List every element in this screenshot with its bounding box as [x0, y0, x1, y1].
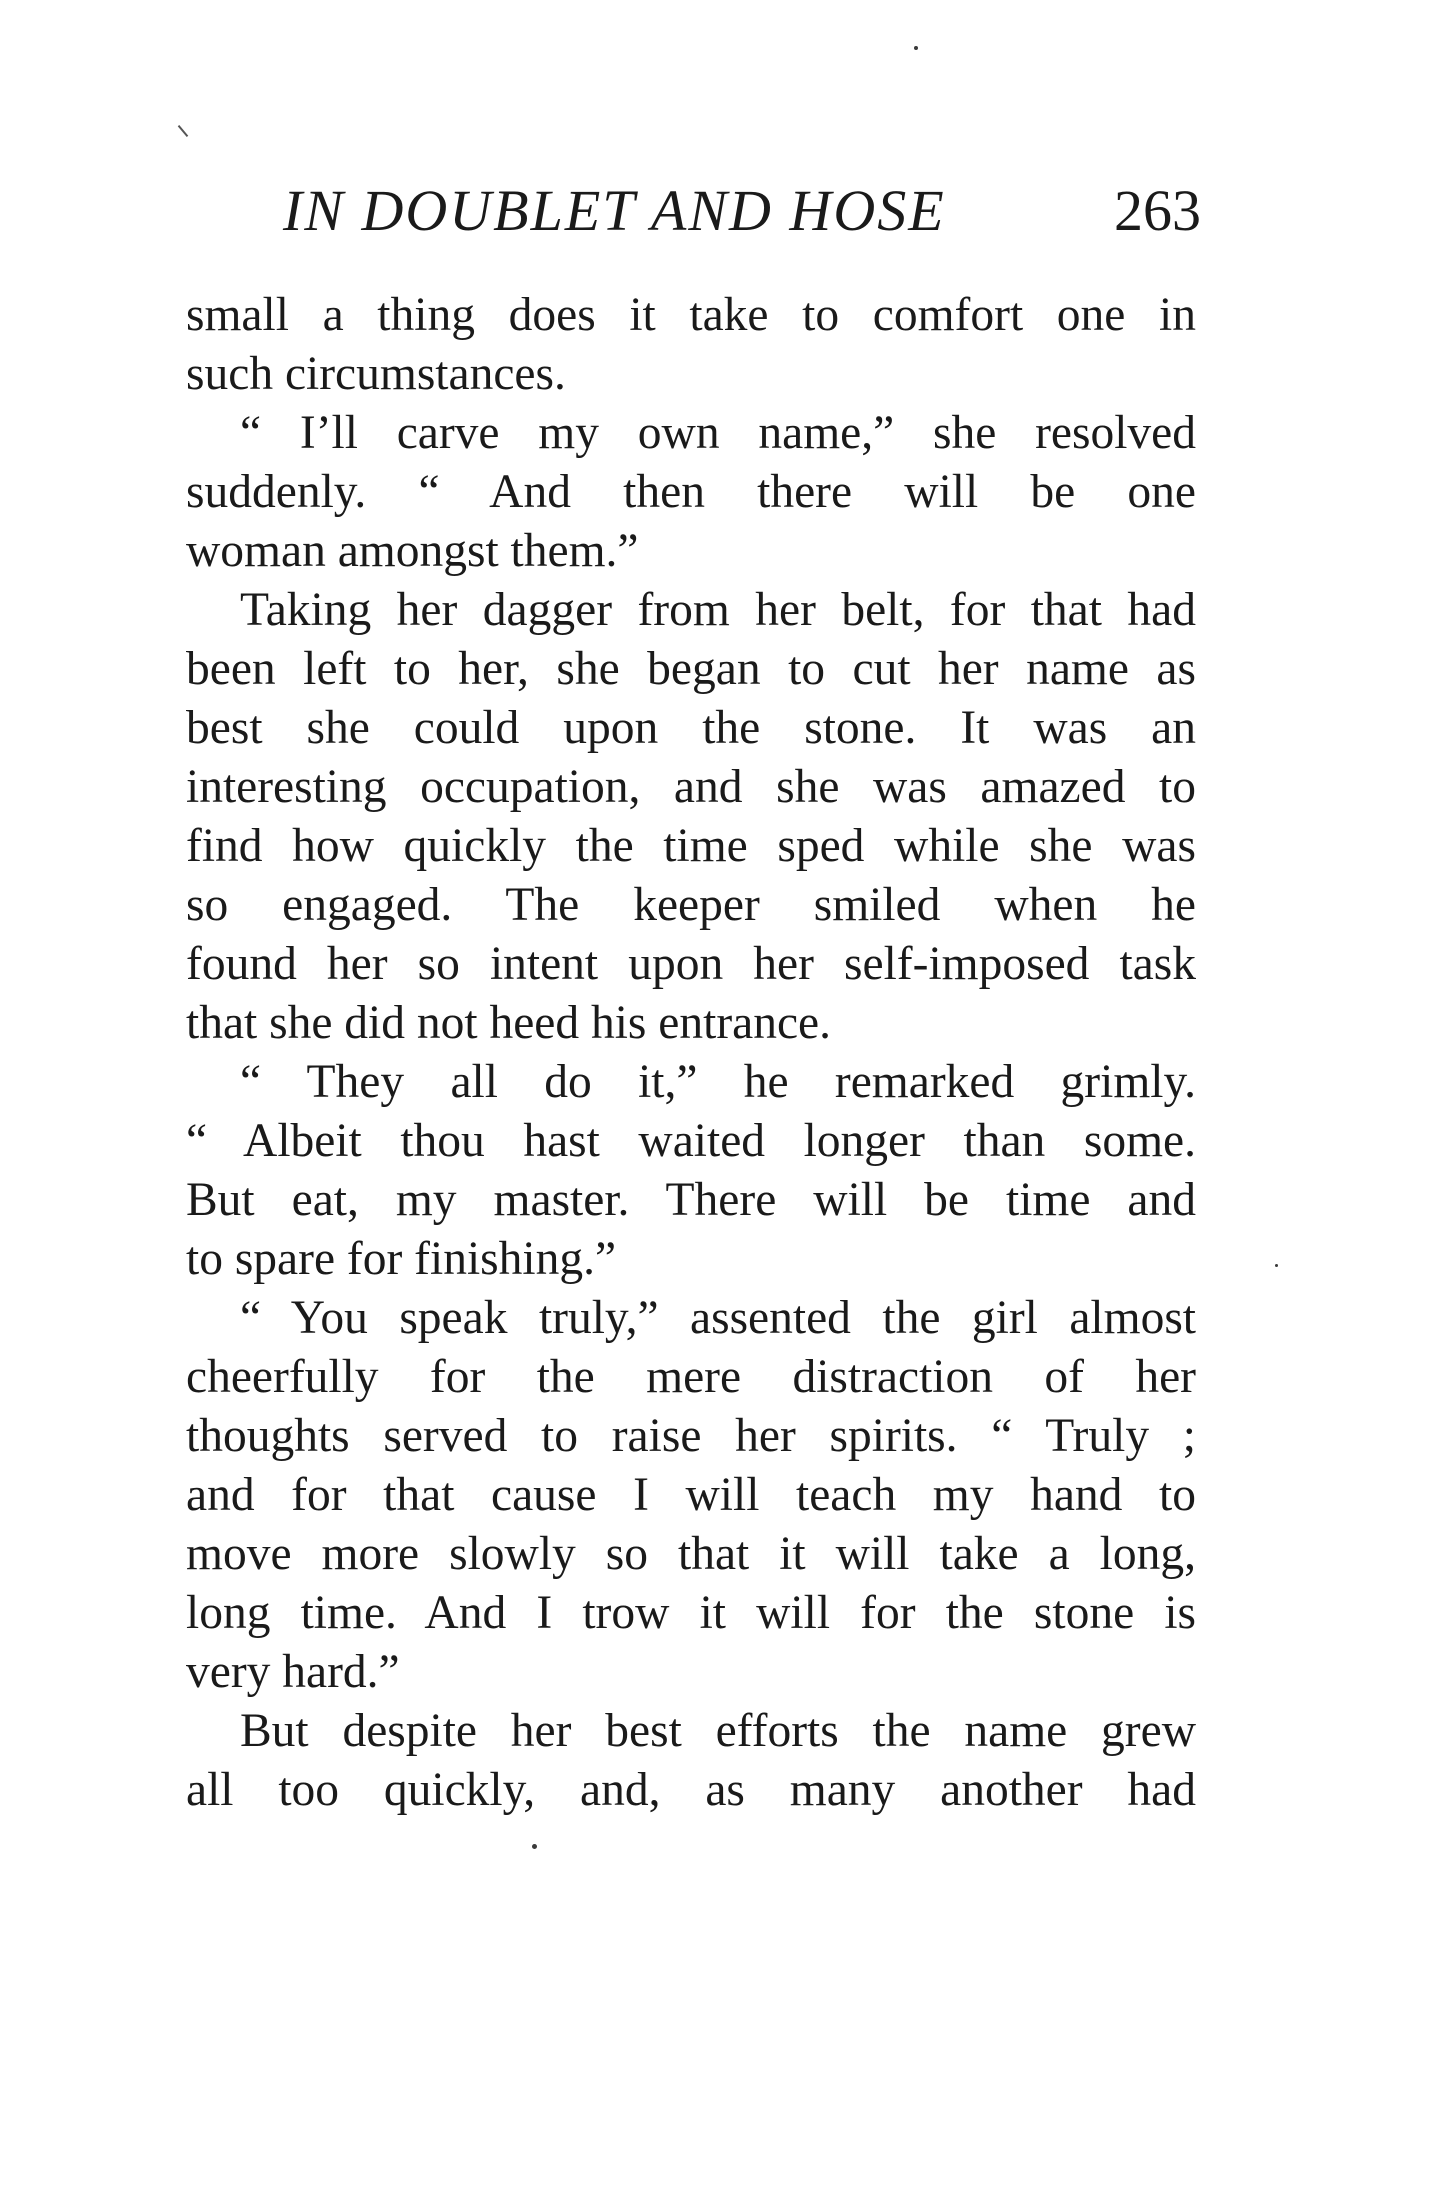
text-line: such circumstances.	[186, 348, 566, 400]
running-title: IN DOUBLET AND HOSE	[283, 178, 946, 243]
text-line: to spare for finishing.”	[186, 1233, 617, 1285]
scan-speck	[1275, 1264, 1278, 1267]
text-line: all too quickly, and, as many another had	[186, 1764, 1196, 1816]
text-line: “ Albeit thou hast waited longer than some.	[186, 1115, 1196, 1167]
text-line: “ I’ll carve my own name,” she resolved	[240, 407, 1196, 459]
text-line: Taking her dagger from her belt, for that had	[240, 584, 1196, 636]
scan-mark	[178, 125, 189, 137]
text-line: “ You speak truly,” assented the girl almost	[240, 1292, 1196, 1344]
text-line: find how quickly the time sped while she was	[186, 820, 1196, 872]
text-line: “ They all do it,” he remarked grimly.	[240, 1056, 1196, 1108]
text-line: move more slowly so that it will take a long,	[186, 1528, 1196, 1580]
text-line: so engaged. The keeper smiled when he	[186, 879, 1196, 931]
text-line: long time. And I trow it will for the stone is	[186, 1587, 1196, 1639]
text-line: found her so intent upon her self-imposed task	[186, 938, 1196, 990]
text-line: woman amongst them.”	[186, 525, 639, 577]
text-line: and for that cause I will teach my hand to	[186, 1469, 1196, 1521]
text-line: But despite her best efforts the name grew	[240, 1705, 1196, 1757]
text-line: very hard.”	[186, 1646, 400, 1698]
scan-speck	[532, 1844, 537, 1849]
text-line: that she did not heed his entrance.	[186, 997, 832, 1049]
text-line: suddenly. “ And then there will be one	[186, 466, 1196, 518]
scan-speck	[914, 46, 918, 50]
page-number: 263	[1114, 178, 1201, 243]
text-line: thoughts served to raise her spirits. “ Truly ;	[186, 1410, 1196, 1462]
page-header	[283, 175, 1201, 247]
text-line: interesting occupation, and she was amazed to	[186, 761, 1196, 813]
text-line: But eat, my master. There will be time and	[186, 1174, 1196, 1226]
text-line: been left to her, she began to cut her name as	[186, 643, 1196, 695]
text-line: cheerfully for the mere distraction of her	[186, 1351, 1196, 1403]
body-text	[186, 286, 1196, 1820]
text-line: small a thing does it take to comfort one in	[186, 289, 1196, 341]
text-line: best she could upon the stone. It was an	[186, 702, 1196, 754]
